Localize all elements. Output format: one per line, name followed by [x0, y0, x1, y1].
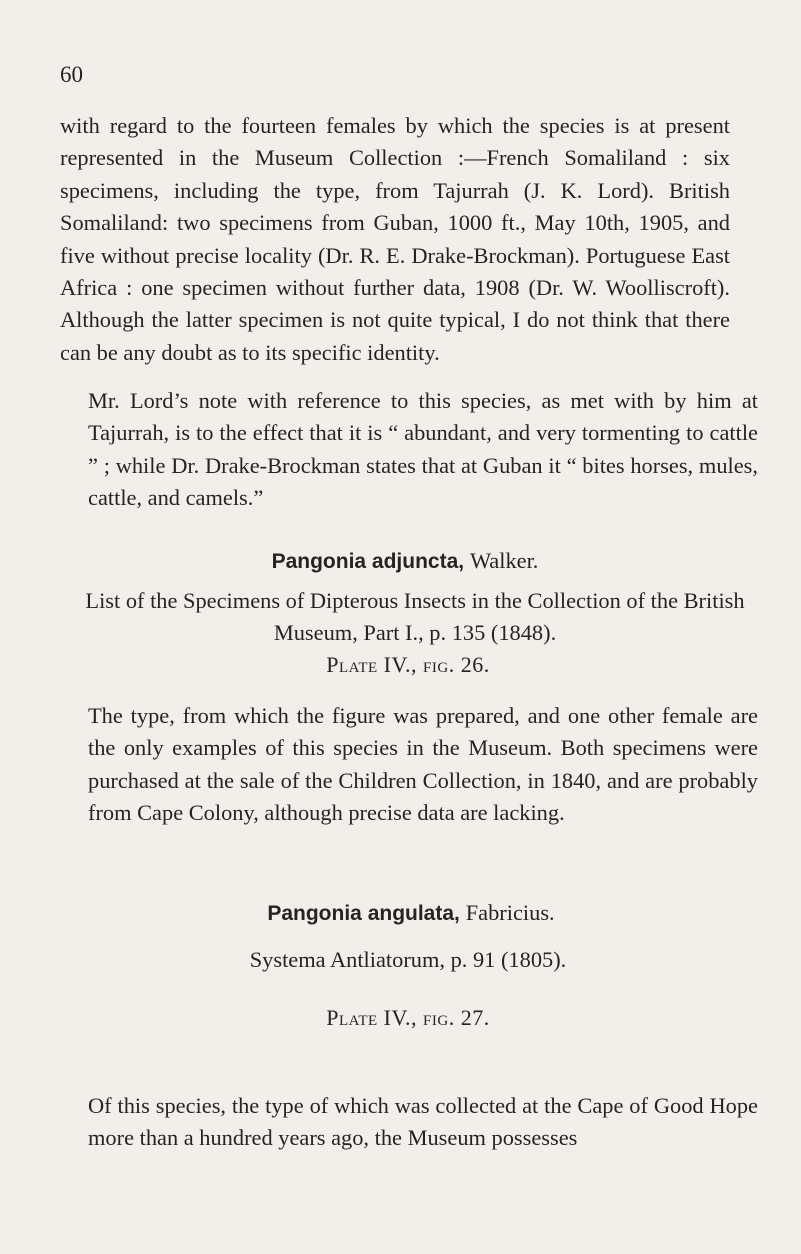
- plate-reference-angulata: [63, 1005, 753, 1031]
- species-reference-adjuncta: List of the Specimens of Dipterous Insects in the Collection of the British Museum, Part I., p. 135 (1848).: [85, 588, 745, 646]
- species-name: Pangonia angulata,: [267, 902, 460, 925]
- plate-label: Plate IV., fig. 26.: [326, 652, 490, 677]
- plate-reference-adjuncta: [63, 652, 753, 678]
- species-author: Fabricius.: [465, 900, 555, 925]
- paragraph-angulata-intro: Of this species, the type of which was collected at the Cape of Good Hope more than a hundred years ago, the Museum possesses: [88, 1093, 758, 1151]
- paragraph-lord-note: Mr. Lord’s note with reference to this species, as met with by him at Tajurrah, is to the effect that it is “ abundant, and very tormenting to cattle ” ; while Dr. Drake-Brockman states that at Guban it “ bites horses, mules, cattle, and camels.”: [88, 388, 758, 511]
- species-reference-angulata: Systema Antliatorum, p. 91 (1805).: [249, 947, 567, 972]
- species-heading-adjuncta: [60, 548, 750, 574]
- paragraph-specimen-localities: with regard to the fourteen females by which the species is at present represented in the Museum Collection :—French Somaliland : six specimens, including the type, from Tajurrah (J. K. Lord). British Somaliland: two specimens from Guban, 1000 ft., May 10th, 1905, and five without precise locality (Dr. R. E. Drake-Brockman). Portuguese East Africa : one specimen without further data, 1908 (Dr. W. Woolliscroft). Although the latter specimen is not quite typical, I do not think that there can be any doubt as to its specific identity.: [60, 113, 730, 365]
- paragraph-adjuncta-type: The type, from which the figure was prepared, and one other female are the only examples of this species in the Museum. Both specimens were purchased at the sale of the Children Collection, in 1840, and are probably from Cape Colony, although precise data are lacking.: [88, 703, 758, 826]
- species-name: Pangonia adjuncta,: [271, 550, 465, 573]
- species-author: Walker.: [469, 548, 539, 573]
- species-heading-angulata: [66, 900, 756, 926]
- plate-label: Plate IV., fig. 27.: [326, 1005, 490, 1030]
- page-number: 60: [60, 62, 83, 87]
